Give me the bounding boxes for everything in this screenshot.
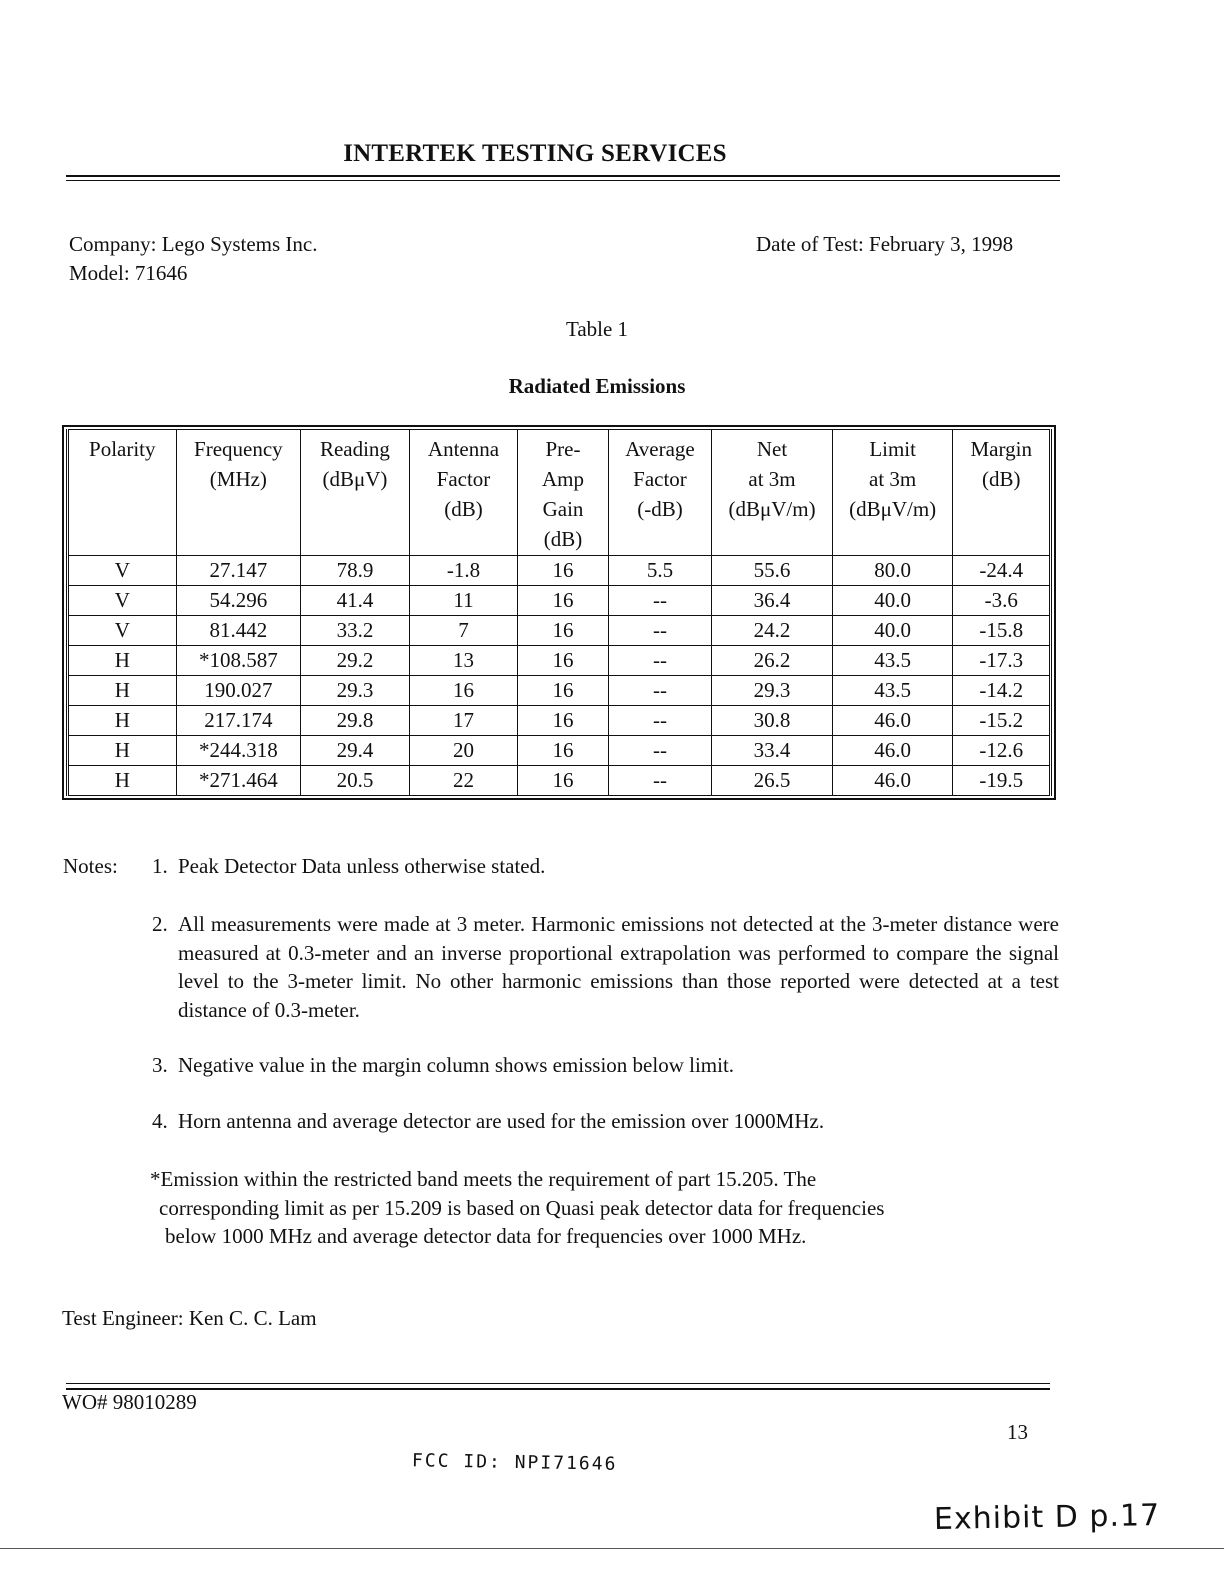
table-cell: *244.318 xyxy=(176,736,301,766)
table-cell: -- xyxy=(608,706,712,736)
table-cell: 16 xyxy=(409,676,518,706)
note-number: 4. xyxy=(152,1109,168,1133)
page-number: 13 xyxy=(1007,1420,1028,1444)
column-header-line: Margin xyxy=(970,437,1032,461)
table-cell: 7 xyxy=(409,616,518,646)
column-header-line: Reading xyxy=(319,437,390,461)
restricted-band-note-line: corresponding limit as per 15.209 is based on Quasi peak detector data for frequencies xyxy=(159,1195,885,1220)
page-title: INTERTEK TESTING SERVICES xyxy=(343,140,727,167)
table-row xyxy=(68,646,1051,676)
column-header-line: (-dB) xyxy=(637,497,683,521)
table-cell: 33.2 xyxy=(301,616,410,646)
emissions-table xyxy=(66,429,1052,796)
note-number: 3. xyxy=(152,1053,168,1077)
column-header-line: Gain xyxy=(542,497,584,521)
column-header-line: Frequency xyxy=(194,437,283,461)
column-header-line: Polarity xyxy=(89,437,156,461)
table-cell: 24.2 xyxy=(712,616,833,646)
test-engineer: Test Engineer: Ken C. C. Lam xyxy=(62,1306,317,1330)
column-header xyxy=(953,430,1051,556)
column-header-line: (dB) xyxy=(543,527,583,551)
table-cell: -- xyxy=(608,646,712,676)
restricted-band-note-line: *Emission within the restricted band meets the requirement of part 15.205. The xyxy=(150,1167,817,1191)
header-rule-thin xyxy=(66,180,1060,181)
column-header xyxy=(712,430,833,556)
table-cell: 36.4 xyxy=(712,586,833,616)
table-cell: 16 xyxy=(518,706,608,736)
table-cell: 81.442 xyxy=(176,616,301,646)
table-cell: 40.0 xyxy=(832,586,953,616)
footer-rule-thick xyxy=(66,1388,1050,1390)
table-header-row xyxy=(68,430,1051,556)
table-cell: H xyxy=(68,646,177,676)
table-cell: -1.8 xyxy=(409,556,518,586)
column-header xyxy=(409,430,518,556)
table-row xyxy=(68,676,1051,706)
column-header-line: (dBμV) xyxy=(322,467,388,491)
table-cell: V xyxy=(68,586,177,616)
table-cell: 29.2 xyxy=(301,646,410,676)
table-cell: 78.9 xyxy=(301,556,410,586)
table-cell: 40.0 xyxy=(832,616,953,646)
table-cell: 11 xyxy=(409,586,518,616)
table-body xyxy=(68,556,1051,796)
table-cell: 22 xyxy=(409,766,518,796)
table-cell: 80.0 xyxy=(832,556,953,586)
column-header xyxy=(608,430,712,556)
table-cell: -19.5 xyxy=(953,766,1051,796)
column-header-line: Average xyxy=(625,437,695,461)
table-cell: 30.8 xyxy=(712,706,833,736)
table-cell: H xyxy=(68,766,177,796)
table-cell: 16 xyxy=(518,766,608,796)
table-cell: V xyxy=(68,616,177,646)
table-cell: 26.2 xyxy=(712,646,833,676)
table-cell: 29.3 xyxy=(301,676,410,706)
date-of-test: Date of Test: February 3, 1998 xyxy=(756,232,1014,256)
column-header-line: Antenna xyxy=(427,437,500,461)
table-cell: -17.3 xyxy=(953,646,1051,676)
column-header-line: (dBμV/m) xyxy=(849,497,937,521)
table-cell: 16 xyxy=(518,586,608,616)
table-cell: -15.2 xyxy=(953,706,1051,736)
table-row xyxy=(68,616,1051,646)
note-text: Horn antenna and average detector are used for the emission over 1000MHz. xyxy=(178,1109,825,1133)
table-cell: 29.4 xyxy=(301,736,410,766)
table-cell: *108.587 xyxy=(176,646,301,676)
table-cell: 20 xyxy=(409,736,518,766)
table-row xyxy=(68,736,1051,766)
model-line: Model: 71646 xyxy=(69,261,188,285)
table-cell: V xyxy=(68,556,177,586)
header-rule-thick xyxy=(66,175,1060,177)
table-cell: H xyxy=(68,676,177,706)
column-header xyxy=(301,430,410,556)
table-row xyxy=(68,766,1051,796)
table-cell: 43.5 xyxy=(832,676,953,706)
table-cell: 5.5 xyxy=(608,556,712,586)
restricted-band-note-line: below 1000 MHz and average detector data for frequencies over 1000 MHz. xyxy=(165,1224,807,1248)
column-header-line: Factor xyxy=(436,467,491,491)
note-text: Negative value in the margin column shows emission below limit. xyxy=(178,1053,735,1077)
table-cell: 16 xyxy=(518,676,608,706)
table-cell: -- xyxy=(608,616,712,646)
table-cell: 17 xyxy=(409,706,518,736)
table-cell: 27.147 xyxy=(176,556,301,586)
table-cell: 16 xyxy=(518,616,608,646)
work-order-number: WO# 98010289 xyxy=(62,1390,197,1414)
table-cell: 16 xyxy=(518,646,608,676)
table-cell: 46.0 xyxy=(832,706,953,736)
scan-bottom-edge xyxy=(0,1548,1224,1549)
column-header-line: (dBμV/m) xyxy=(728,497,816,521)
table-row xyxy=(68,586,1051,616)
column-header-line: (dB) xyxy=(444,497,483,521)
column-header xyxy=(832,430,953,556)
table-cell: -- xyxy=(608,586,712,616)
fcc-id-handwritten: FCC ID: NPI71646 xyxy=(411,1450,618,1475)
table-caption: Table 1 xyxy=(565,317,629,341)
table-cell: -24.4 xyxy=(953,556,1051,586)
table-cell: 46.0 xyxy=(832,766,953,796)
table-cell: 16 xyxy=(518,736,608,766)
note-number: 2. xyxy=(152,912,168,936)
table-cell: 20.5 xyxy=(301,766,410,796)
column-header-line: Amp xyxy=(541,467,584,491)
table-cell: 55.6 xyxy=(712,556,833,586)
column-header xyxy=(176,430,301,556)
table-cell: 16 xyxy=(518,556,608,586)
table-cell: 217.174 xyxy=(176,706,301,736)
notes-label: Notes: xyxy=(63,854,118,878)
table-cell: -12.6 xyxy=(953,736,1051,766)
column-header-line: at 3m xyxy=(748,467,796,491)
table-cell: H xyxy=(68,706,177,736)
table-cell: 33.4 xyxy=(712,736,833,766)
column-header-line: (dB) xyxy=(981,467,1021,491)
table-cell: H xyxy=(68,736,177,766)
table-cell: -15.8 xyxy=(953,616,1051,646)
table-cell: 29.8 xyxy=(301,706,410,736)
table-cell: *271.464 xyxy=(176,766,301,796)
column-header-line: at 3m xyxy=(869,467,917,491)
table-heading: Radiated Emissions xyxy=(508,374,686,398)
footer-rule-thin xyxy=(66,1383,1050,1384)
table-cell: -- xyxy=(608,676,712,706)
note-number: 1. xyxy=(152,854,168,878)
column-header-line: Factor xyxy=(633,467,687,491)
column-header xyxy=(68,430,177,556)
restricted-band-note xyxy=(150,1165,1030,1251)
table-cell: -3.6 xyxy=(953,586,1051,616)
column-header-line: Limit xyxy=(869,437,916,461)
table-cell: 13 xyxy=(409,646,518,676)
table-cell: 46.0 xyxy=(832,736,953,766)
table-cell: 26.5 xyxy=(712,766,833,796)
column-header xyxy=(518,430,608,556)
table-cell: 54.296 xyxy=(176,586,301,616)
note-text: Peak Detector Data unless otherwise stated. xyxy=(178,854,546,878)
table-cell: 41.4 xyxy=(301,586,410,616)
emissions-table-frame xyxy=(62,425,1056,800)
exhibit-label-handwritten: Exhibit D p.17 xyxy=(933,1498,1161,1537)
column-header-line: Net xyxy=(756,437,788,461)
table-cell: 43.5 xyxy=(832,646,953,676)
column-header-line: (MHz) xyxy=(209,467,267,491)
table-cell: 190.027 xyxy=(176,676,301,706)
table-cell: -14.2 xyxy=(953,676,1051,706)
table-cell: -- xyxy=(608,736,712,766)
note-text: All measurements were made at 3 meter. Harmonic emissions not detected at the 3-meter distance were measured at 0.3-meter and an inverse proportional extrapolation was performed to compare the signal level to the 3-meter limit. No other harmonic emissions than those reported were detected at a test distance of 0.3-meter. xyxy=(178,912,1059,1022)
company-line: Company: Lego Systems Inc. xyxy=(69,232,318,256)
table-cell: -- xyxy=(608,766,712,796)
table-cell: 29.3 xyxy=(712,676,833,706)
company-model-block xyxy=(69,230,317,288)
table-row xyxy=(68,556,1051,586)
column-header-line: Pre- xyxy=(545,437,581,461)
table-row xyxy=(68,706,1051,736)
